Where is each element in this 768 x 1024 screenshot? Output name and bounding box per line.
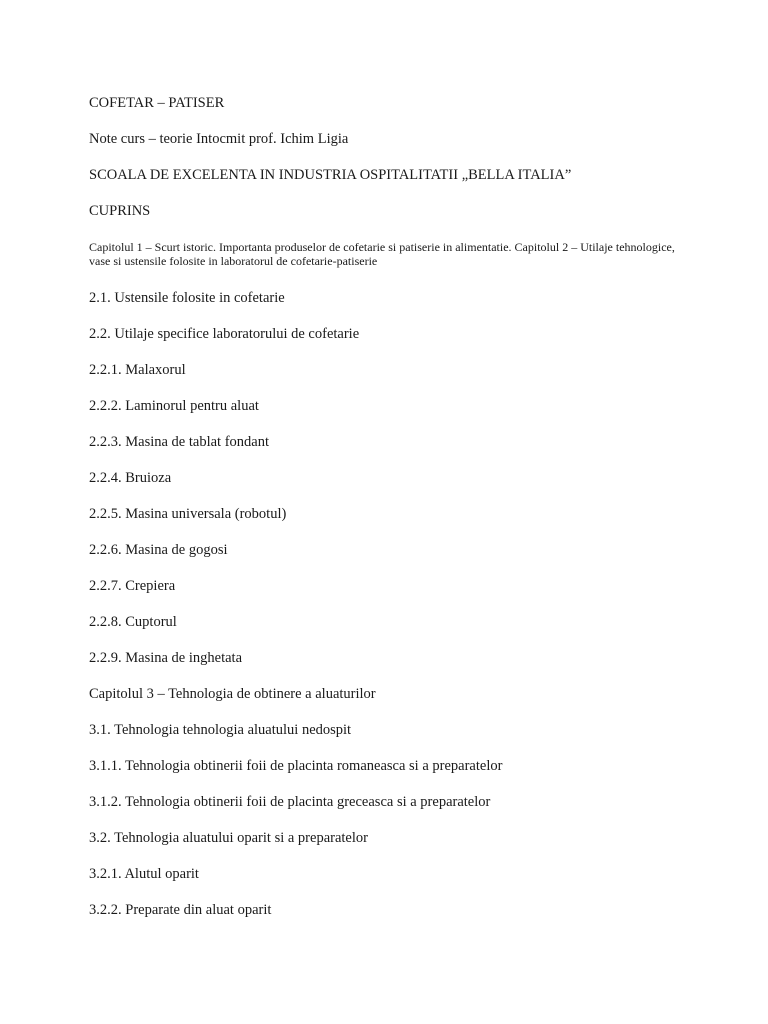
toc-entry: 2.2.9. Masina de inghetata	[89, 650, 243, 666]
intro-paragraph: Capitolul 1 – Scurt istoric. Importanta produselor de cofetarie si patiserie in alimentatie. Capitolul 2 – Utilaje tehnologice, vase si ustensile folosite in laboratorul de cofetarie-patiserie	[89, 240, 675, 268]
school-name: SCOALA DE EXCELENTA IN INDUSTRIA OSPITALITATII „BELLA ITALIA”	[89, 167, 572, 183]
toc-entry: 3.1.2. Tehnologia obtinerii foii de placinta greceasca si a preparatelor	[89, 794, 491, 810]
toc-entry: 2.2.6. Masina de gogosi	[89, 542, 228, 558]
toc-entry: 3.1. Tehnologia tehnologia aluatului nedospit	[89, 722, 352, 738]
toc-entry: 2.2.3. Masina de tablat fondant	[89, 434, 269, 450]
toc-entry: 2.2. Utilaje specifice laboratorului de cofetarie	[89, 326, 360, 342]
document-title: COFETAR – PATISER	[89, 95, 225, 111]
toc-entry: 2.2.5. Masina universala (robotul)	[89, 506, 287, 522]
toc-entry: 3.2.1. Alutul oparit	[89, 866, 199, 882]
toc-entry: 2.2.8. Cuptorul	[89, 614, 177, 630]
toc-entry: 3.1.1. Tehnologia obtinerii foii de placinta romaneasca si a preparatelor	[89, 758, 503, 774]
toc-entry: 2.2.4. Bruioza	[89, 470, 172, 486]
toc-entry: 2.1. Ustensile folosite in cofetarie	[89, 290, 285, 306]
toc-entry: Capitolul 3 – Tehnologia de obtinere a aluaturilor	[89, 686, 376, 702]
author-note: Note curs – teorie Intocmit prof. Ichim Ligia	[89, 131, 349, 147]
toc-entry: 3.2.2. Preparate din aluat oparit	[89, 902, 272, 918]
toc-entry: 2.2.1. Malaxorul	[89, 362, 186, 378]
toc-entry: 2.2.2. Laminorul pentru aluat	[89, 398, 259, 414]
toc-entry: 3.2. Tehnologia aluatului oparit si a preparatelor	[89, 830, 368, 846]
toc-entry: 2.2.7. Crepiera	[89, 578, 176, 594]
contents-heading: CUPRINS	[89, 203, 151, 219]
